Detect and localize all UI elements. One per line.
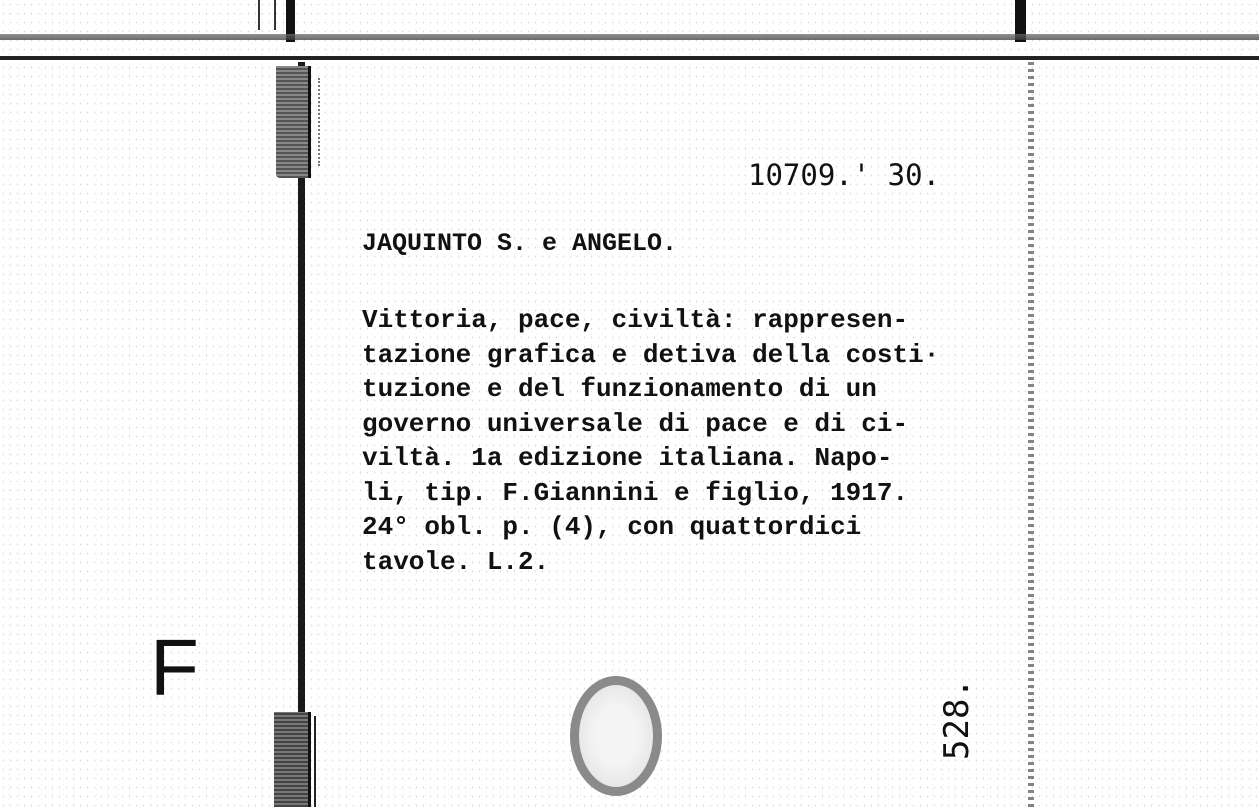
description-line: li, tip. F.Giannini e figlio, 1917. — [362, 477, 909, 508]
top-band — [0, 34, 1259, 40]
description-line: 24° obl. p. (4), con quattordici — [362, 512, 862, 542]
card-tab-top-inner — [318, 78, 332, 166]
card-tab-top — [276, 66, 311, 178]
description-line: tavole. L.2. — [362, 546, 550, 577]
description-line: tuzione e del funzionamento di un — [362, 374, 877, 404]
drawer-letter-mark: F — [150, 623, 199, 712]
author-heading: JAQUINTO S. e ANGELO. — [362, 229, 678, 258]
card-right-edge — [1028, 62, 1034, 807]
top-tick-mark — [258, 0, 276, 30]
punch-hole — [570, 676, 662, 796]
side-sequence-number: 528. — [937, 678, 977, 760]
description-line: Vittoria, pace, civiltà: rappresen- — [362, 305, 909, 335]
catalog-number: 10709.' 30. — [748, 158, 941, 192]
card-tab-bottom-inner — [314, 716, 324, 807]
top-strip — [0, 0, 1259, 44]
bibliographic-description — [362, 303, 1022, 579]
description-line: governo universale di pace e di ci- — [362, 408, 909, 439]
top-rule — [0, 56, 1259, 60]
card-tab-bottom — [274, 712, 311, 807]
description-line: viltà. 1a edizione italiana. Napo- — [362, 443, 893, 473]
description-line: tazione grafica e detiva della costi· — [362, 339, 940, 370]
